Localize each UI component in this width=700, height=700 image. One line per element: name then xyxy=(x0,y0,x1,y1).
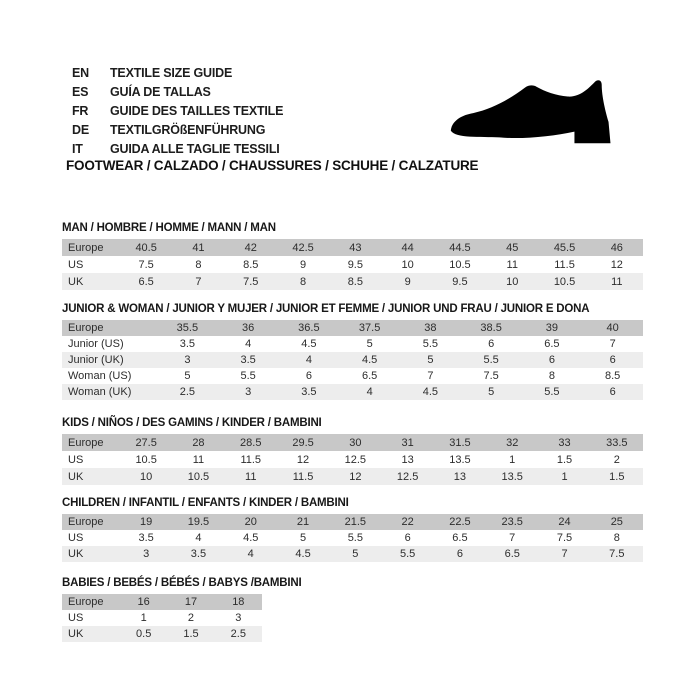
size-cell: 11 xyxy=(611,275,623,288)
size-cell: 8 xyxy=(613,532,620,544)
row-label: Europe xyxy=(68,596,104,608)
table-row xyxy=(62,239,643,256)
row-label: Woman (US) xyxy=(68,370,132,382)
size-cell: 1.5 xyxy=(556,453,573,466)
size-cell: 38 xyxy=(424,322,437,334)
size-cell: 39 xyxy=(545,322,558,334)
size-cell: 28.5 xyxy=(240,436,262,449)
size-cell: 5.5 xyxy=(544,386,560,398)
size-section xyxy=(62,416,643,485)
size-cell: 27.5 xyxy=(135,436,157,449)
size-cell: 40 xyxy=(606,322,619,334)
size-cell: 5.5 xyxy=(399,548,416,560)
size-table xyxy=(62,320,643,400)
size-cell: 31.5 xyxy=(449,436,471,449)
size-cell: 6 xyxy=(305,370,312,382)
size-cell: 4.5 xyxy=(361,354,378,366)
row-label: Europe xyxy=(68,241,104,254)
size-cell: 1 xyxy=(140,612,147,624)
size-cell: 6.5 xyxy=(544,338,560,350)
language-code: FR xyxy=(72,104,89,118)
row-label: UK xyxy=(68,628,84,640)
size-cell: 22.5 xyxy=(449,516,471,528)
row-label: UK xyxy=(68,275,84,288)
size-cell: 10 xyxy=(506,275,519,288)
language-code: IT xyxy=(72,142,83,156)
size-cell: 8.5 xyxy=(604,370,621,382)
size-cell: 25 xyxy=(610,516,623,528)
size-cell: 3.5 xyxy=(301,386,317,398)
size-cell: 6.5 xyxy=(452,532,468,544)
size-table-title: JUNIOR & WOMAN / JUNIOR Y MUJER / JUNIOR ET FEMME / JUNIOR UND FRAU / JUNIOR E DONA xyxy=(62,303,590,315)
size-cell: 4 xyxy=(195,532,202,544)
size-cell: 11 xyxy=(245,470,257,483)
category-title: FOOTWEAR / CALZADO / CHAUSSURES / SCHUHE / CALZATURE xyxy=(66,158,479,173)
row-label: Woman (UK) xyxy=(68,386,132,398)
size-cell: 3.5 xyxy=(190,548,207,560)
table-row xyxy=(62,320,643,336)
size-cell: 45 xyxy=(506,241,519,254)
table-row xyxy=(62,368,643,384)
size-cell: 2 xyxy=(187,612,195,624)
size-cell: 37.5 xyxy=(358,322,381,334)
size-cell: 7 xyxy=(609,338,616,350)
size-cell: 20 xyxy=(244,516,257,528)
size-cell: 28 xyxy=(192,436,205,449)
table-row xyxy=(62,434,643,451)
size-cell: 6 xyxy=(488,338,495,350)
size-cell: 10.5 xyxy=(553,275,576,288)
size-cell: 42 xyxy=(244,241,257,254)
size-cell: 8 xyxy=(299,275,307,288)
size-cell: 11.5 xyxy=(240,453,262,466)
size-cell: 5 xyxy=(299,532,307,544)
size-cell: 13.5 xyxy=(501,470,523,483)
size-cell: 10 xyxy=(140,470,153,483)
row-label: Junior (UK) xyxy=(68,354,124,366)
size-cell: 13.5 xyxy=(449,453,471,466)
table-row xyxy=(62,273,643,290)
size-cell: 8 xyxy=(548,370,555,382)
row-label: Europe xyxy=(68,322,104,334)
size-cell: 32 xyxy=(506,436,519,449)
size-cell: 12 xyxy=(296,453,310,466)
table-row xyxy=(62,594,262,610)
size-cell: 0.5 xyxy=(136,628,152,640)
size-cell: 36.5 xyxy=(298,322,320,334)
size-table-title: KIDS / NIÑOS / DES GAMINS / KINDER / BAMBINI xyxy=(62,417,322,429)
size-cell: 4 xyxy=(245,338,252,350)
size-cell: 3.5 xyxy=(138,532,154,544)
size-cell: 6 xyxy=(548,354,555,366)
size-cell: 30 xyxy=(349,436,362,449)
size-cell: 35.5 xyxy=(176,322,199,334)
size-cell: 11.5 xyxy=(292,470,314,483)
size-cell: 1.5 xyxy=(183,628,199,640)
size-table-title: MAN / HOMBRE / HOMME / MANN / MAN xyxy=(62,222,276,234)
size-cell: 5 xyxy=(488,386,495,398)
size-cell: 5.5 xyxy=(422,338,439,350)
language-code: DE xyxy=(72,123,89,137)
size-cell: 7 xyxy=(509,532,516,544)
size-cell: 4.5 xyxy=(422,386,439,398)
size-cell: 4 xyxy=(247,548,254,560)
table-row xyxy=(62,256,643,273)
size-cell: 1 xyxy=(561,470,568,483)
size-cell: 3 xyxy=(184,354,191,366)
size-cell: 11 xyxy=(506,258,518,271)
size-cell: 2 xyxy=(613,453,620,466)
table-row xyxy=(62,336,643,352)
row-label: Junior (US) xyxy=(68,338,124,350)
language-row-it xyxy=(72,140,283,159)
size-table xyxy=(62,514,643,562)
language-guide-title: GUIDE DES TAILLES TEXTILE xyxy=(110,104,284,118)
size-cell: 10.5 xyxy=(135,453,157,466)
size-section xyxy=(62,302,643,400)
row-label: Europe xyxy=(68,436,104,449)
size-cell: 5.5 xyxy=(483,354,499,366)
size-cell: 18 xyxy=(232,596,245,608)
size-section xyxy=(62,576,643,642)
size-cell: 22 xyxy=(401,516,414,528)
size-cell: 3.5 xyxy=(179,338,196,350)
size-cell: 6 xyxy=(609,386,616,398)
size-cell: 12.5 xyxy=(396,470,419,483)
size-cell: 21.5 xyxy=(344,516,367,528)
size-cell: 43 xyxy=(349,241,362,254)
size-cell: 3 xyxy=(143,548,150,560)
row-label: US xyxy=(68,258,84,271)
size-cell: 5 xyxy=(366,338,373,350)
size-cell: 6.5 xyxy=(504,548,520,560)
size-cell: 8 xyxy=(195,258,202,271)
size-cell: 44 xyxy=(401,241,414,254)
size-cell: 6 xyxy=(609,354,616,366)
size-table-title: BABIES / BEBÉS / BÉBÉS / BABYS /BAMBINI xyxy=(62,577,302,589)
language-guide-title: TEXTILGRÖßENFÜHRUNG xyxy=(110,123,266,137)
size-cell: 21 xyxy=(296,516,310,528)
size-cell: 3 xyxy=(245,386,252,398)
size-cell: 7 xyxy=(561,548,568,560)
row-label: US xyxy=(68,453,84,466)
size-cell: 6.5 xyxy=(361,370,378,382)
row-label: US xyxy=(68,532,84,544)
size-cell: 5 xyxy=(184,370,191,382)
table-row xyxy=(62,352,643,368)
language-guide-title: TEXTILE SIZE GUIDE xyxy=(110,66,233,80)
size-cell: 5 xyxy=(427,354,434,366)
row-label: US xyxy=(68,612,84,624)
size-cell: 7.5 xyxy=(483,370,499,382)
size-cell: 44.5 xyxy=(449,241,471,254)
size-cell: 4 xyxy=(366,386,373,398)
size-cell: 12 xyxy=(610,258,623,271)
size-cell: 7 xyxy=(195,275,202,288)
table-row xyxy=(62,514,643,530)
table-row xyxy=(62,610,262,626)
size-cell: 3 xyxy=(235,612,242,624)
size-cell: 38.5 xyxy=(480,322,502,334)
size-cell: 11 xyxy=(192,453,205,466)
row-label: Europe xyxy=(68,516,104,528)
table-row xyxy=(62,546,643,562)
size-cell: 12.5 xyxy=(344,453,367,466)
size-cell: 5.5 xyxy=(240,370,256,382)
size-cell: 10 xyxy=(401,258,414,271)
size-cell: 2.5 xyxy=(179,386,196,398)
size-cell: 46 xyxy=(610,241,623,254)
row-label: UK xyxy=(68,548,84,560)
size-table xyxy=(62,239,643,290)
language-guide-title: GUÍA DE TALLAS xyxy=(110,85,211,99)
size-cell: 33 xyxy=(558,436,571,449)
size-cell: 33.5 xyxy=(606,436,628,449)
table-row xyxy=(62,451,643,468)
size-cell: 1 xyxy=(509,453,516,466)
language-list xyxy=(72,64,283,159)
size-cell: 6.5 xyxy=(138,275,154,288)
language-guide-title: GUIDA ALLE TAGLIE TESSILI xyxy=(110,142,280,156)
size-cell: 10.5 xyxy=(449,258,471,271)
size-cell: 7.5 xyxy=(609,548,625,560)
table-row xyxy=(62,468,643,485)
table-row xyxy=(62,384,643,400)
size-cell: 13 xyxy=(453,470,467,483)
table-row xyxy=(62,530,643,546)
size-section xyxy=(62,221,643,290)
size-cell: 13 xyxy=(401,453,414,466)
size-cell: 2.5 xyxy=(230,628,246,640)
language-code: ES xyxy=(72,85,89,99)
size-cell: 19.5 xyxy=(187,516,210,528)
size-cell: 9 xyxy=(404,275,411,288)
size-cell: 9 xyxy=(299,258,307,271)
size-cell: 31 xyxy=(401,436,414,449)
size-cell: 16 xyxy=(137,596,150,608)
size-table xyxy=(62,594,262,642)
size-cell: 4.5 xyxy=(295,548,311,560)
table-row xyxy=(62,626,262,642)
size-cell: 3.5 xyxy=(240,354,256,366)
size-table-title: CHILDREN / INFANTIL / ENFANTS / KINDER / BAMBINI xyxy=(62,497,349,509)
language-row-fr xyxy=(72,102,283,121)
size-cell: 7.5 xyxy=(243,275,259,288)
size-cell: 24 xyxy=(558,516,571,528)
language-row-es xyxy=(72,83,283,102)
size-cell: 17 xyxy=(184,596,198,608)
size-table xyxy=(62,434,643,485)
size-cell: 4.5 xyxy=(301,338,317,350)
size-cell: 7.5 xyxy=(138,258,154,271)
size-cell: 5 xyxy=(352,548,359,560)
size-cell: 4 xyxy=(305,354,312,366)
size-cell: 11.5 xyxy=(554,258,575,271)
size-cell: 7 xyxy=(427,370,434,382)
row-label: UK xyxy=(68,470,84,483)
size-cell: 10.5 xyxy=(187,470,210,483)
size-cell: 12 xyxy=(349,470,362,483)
size-cell: 40.5 xyxy=(135,241,157,254)
language-row-de xyxy=(72,121,283,140)
language-row-en xyxy=(72,64,283,83)
size-cell: 36 xyxy=(242,322,255,334)
size-cell: 1.5 xyxy=(609,470,625,483)
size-cell: 19 xyxy=(140,516,153,528)
size-cell: 42.5 xyxy=(292,241,314,254)
size-section xyxy=(62,496,643,562)
size-cell: 41 xyxy=(192,241,205,254)
size-cell: 8.5 xyxy=(347,275,363,288)
size-cell: 23.5 xyxy=(501,516,523,528)
size-cell: 6 xyxy=(404,532,411,544)
size-cell: 9.5 xyxy=(452,275,468,288)
size-cell: 29.5 xyxy=(292,436,314,449)
size-cell: 5.5 xyxy=(347,532,363,544)
size-cell: 7.5 xyxy=(556,532,573,544)
dress-shoe-icon xyxy=(443,76,628,156)
language-code: EN xyxy=(72,66,89,80)
size-cell: 9.5 xyxy=(347,258,363,271)
size-cell: 45.5 xyxy=(553,241,576,254)
size-cell: 6 xyxy=(456,548,463,560)
size-cell: 8.5 xyxy=(243,258,259,271)
size-cell: 4.5 xyxy=(243,532,259,544)
